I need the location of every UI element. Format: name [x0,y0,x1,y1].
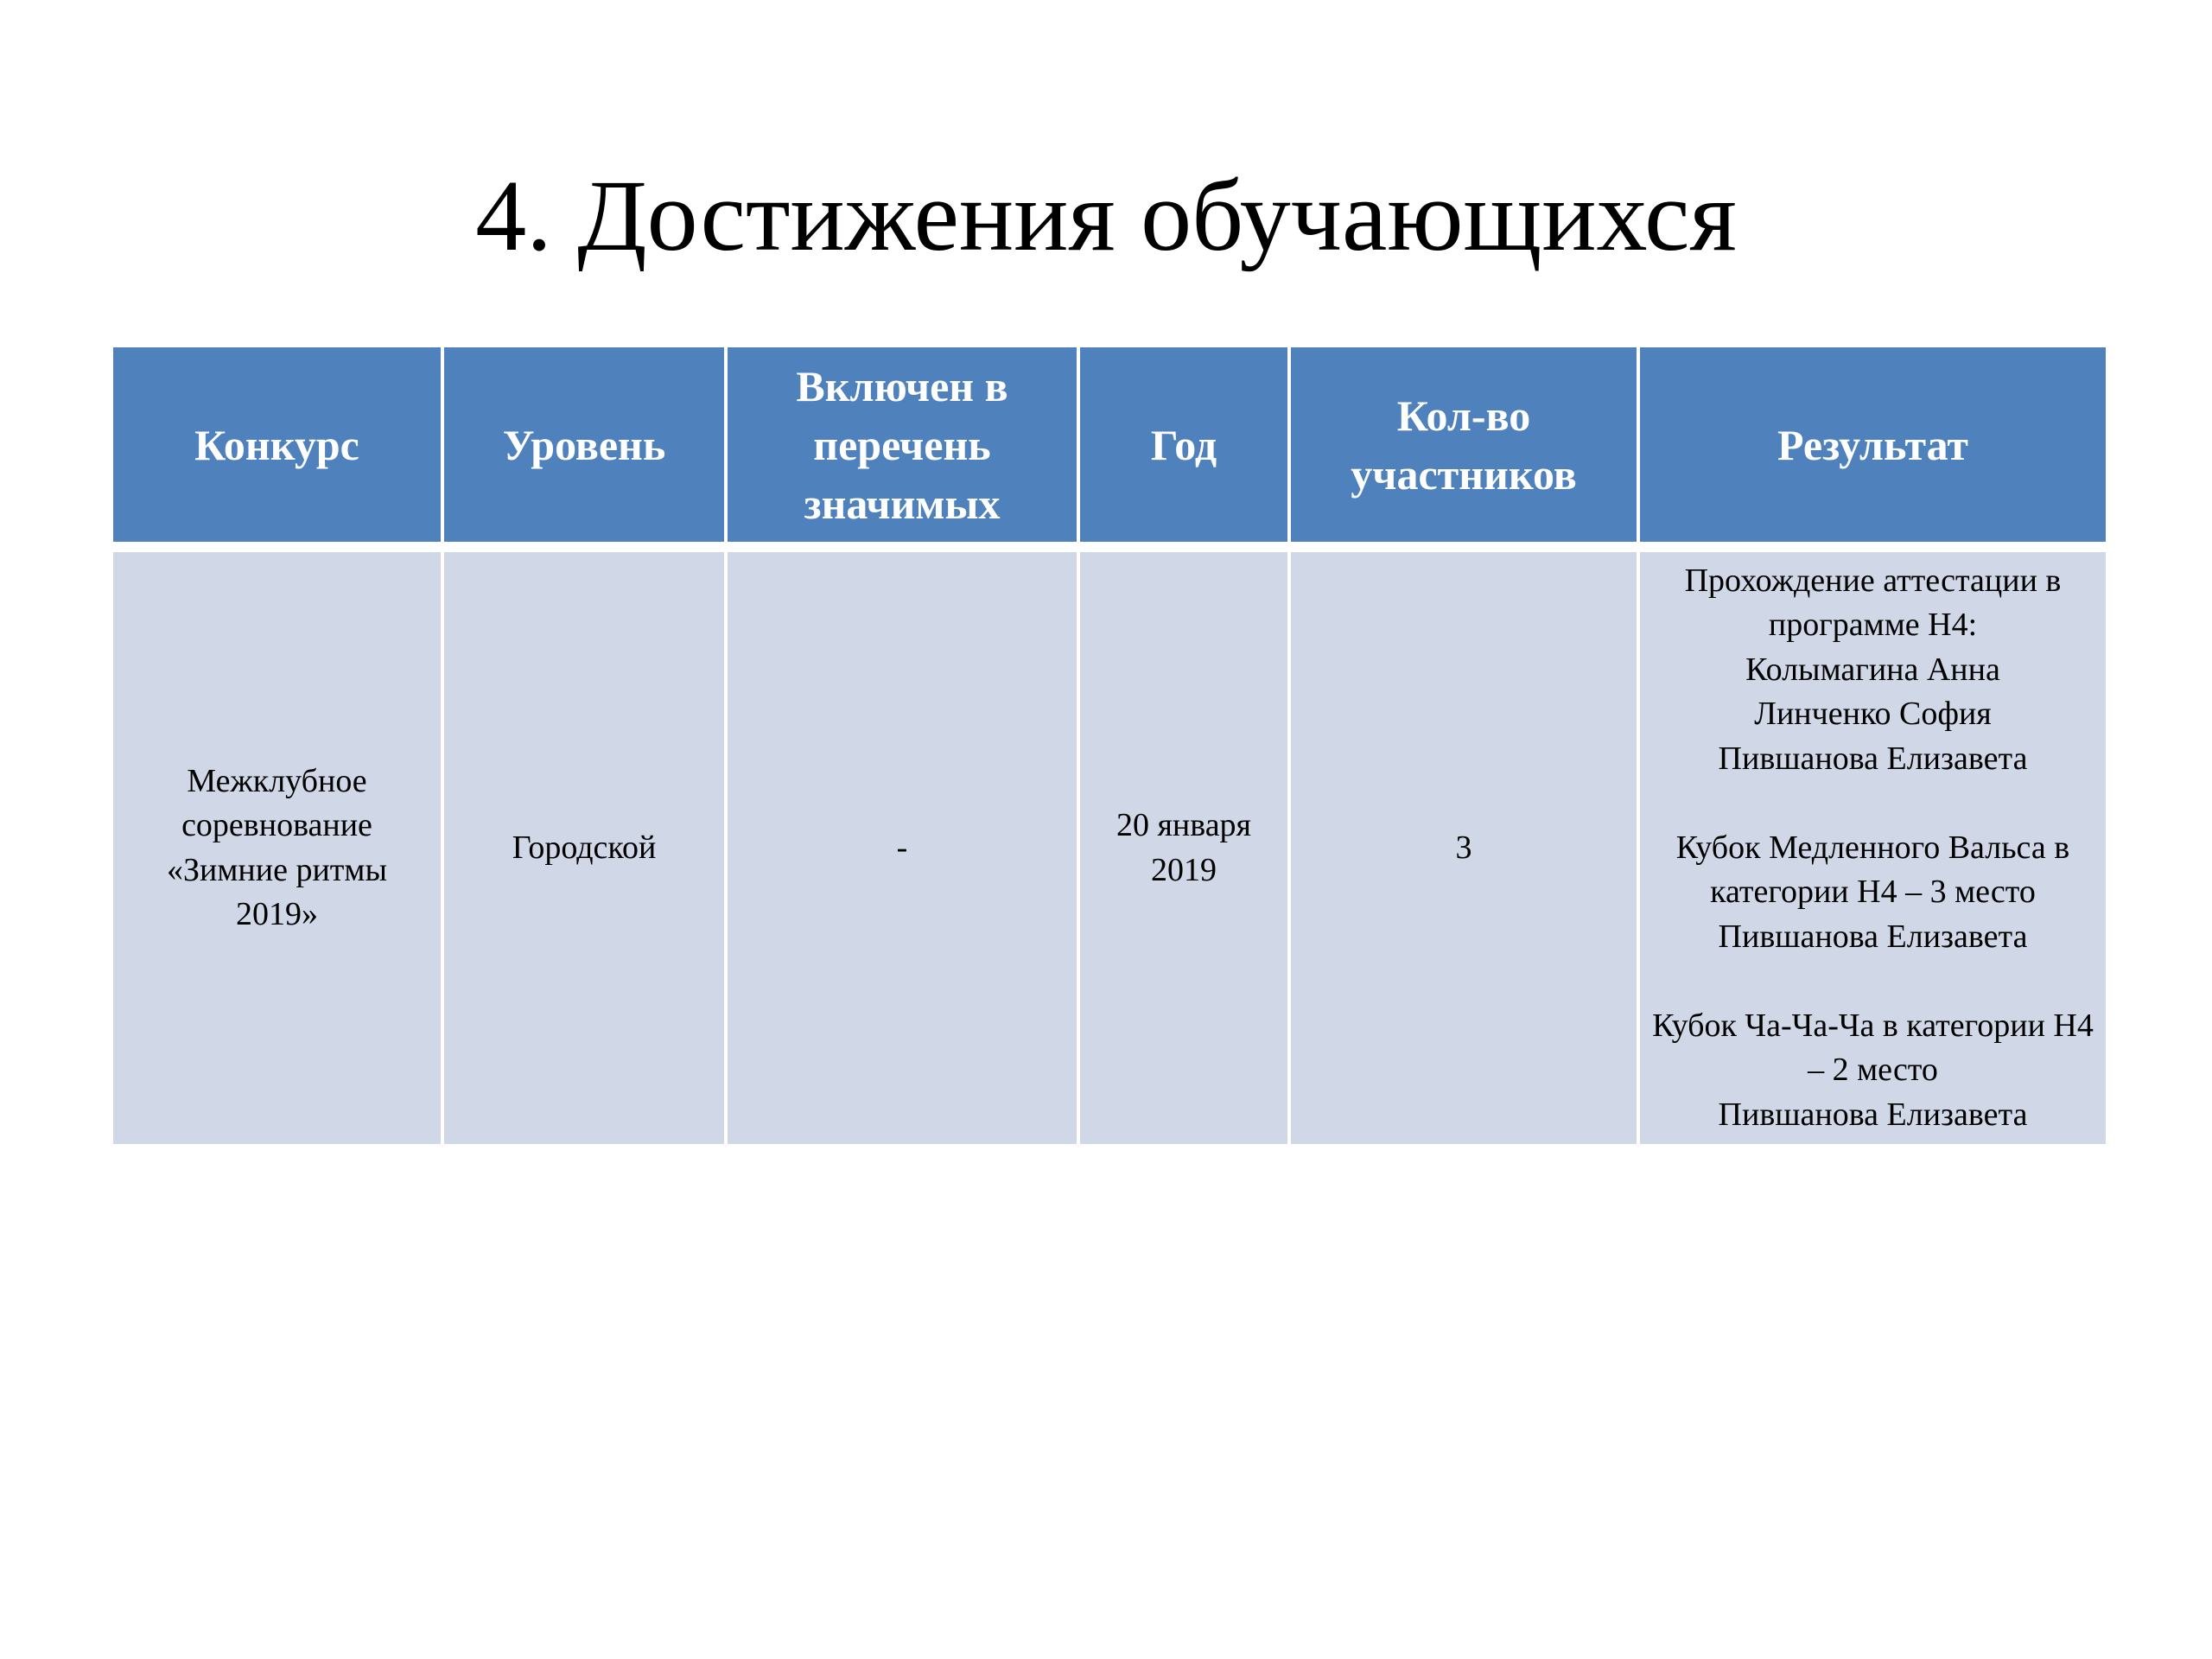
achievements-table [110,344,2109,1147]
header-significant: Включен в перечень значимых [726,346,1078,547]
cell-participants [1289,547,1638,1146]
header-participants: Кол-во участников [1289,346,1638,547]
header-contest: Конкурс [111,346,442,547]
table-row [111,547,2107,1146]
cell-contest [111,547,442,1146]
level-text: Городской [512,829,657,866]
header-row [111,346,2107,547]
header-year: Год [1078,346,1289,547]
table-body [111,547,2107,1146]
contest-text: Межклубное соревнование «Зимние ритмы 2019» [167,762,387,932]
cell-significant [726,547,1078,1146]
year-text: 20 января 2019 [1116,807,1252,888]
cell-year [1078,547,1289,1146]
result-text: Прохождение аттестации в программе Н4: Колымагина Анна Линченко София Пившанова Елизавета Кубок Медленного Вальса в категории Н4 – 3 место Пившанова Елизавета Кубок Ча-Ча-Ча в категории Н4 – 2 место Пившанова Елизавета [1652,562,2094,1133]
table-header [111,346,2107,547]
header-level: Уровень [442,346,726,547]
cell-result [1638,547,2107,1146]
cell-level [442,547,726,1146]
slide-title: 4. Достижения обучающихся [475,159,1737,272]
header-result: Результат [1638,346,2107,547]
significant-text: - [896,829,908,866]
participants-text: 3 [1455,829,1472,866]
